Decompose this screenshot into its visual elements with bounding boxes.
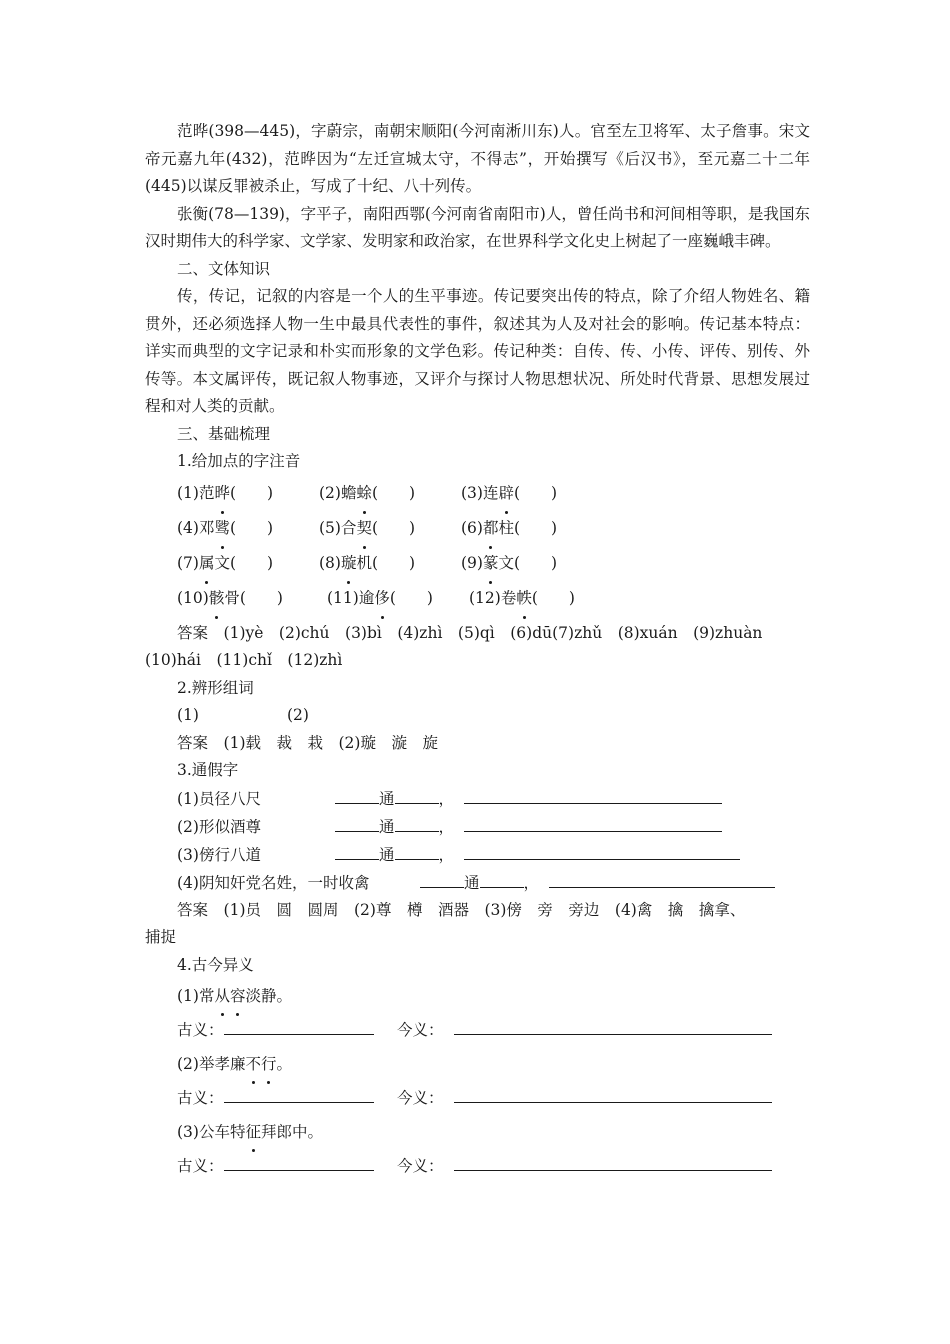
q3-fill-group <box>335 841 740 869</box>
q1-item-number: (8) <box>319 553 341 572</box>
q1-item-text-pre: 邓 <box>198 518 215 537</box>
q3-title: 3.通假字 <box>177 761 239 779</box>
q3-answer-line1 <box>145 897 810 925</box>
intro-fanye: 范晔(398—445)，字蔚宗，南朝宋顺阳(今河南淅川东)人。官至左卫将军、太子詹事。宋文帝元嘉九年(432)，范晔因为“左迁宣城太守，不得志”，开始撰写《后汉书》，至元嘉二十二年(445)以谋反罪被杀止，写成了十纪、八十列传。 <box>145 122 810 195</box>
q3-blank-original[interactable] <box>335 843 379 860</box>
q1-item-number: (5) <box>319 518 341 537</box>
q1-item-dotted-char: 晔 <box>214 476 230 511</box>
q1-item-number: (2) <box>319 483 341 502</box>
q1-answer-label: 答案 <box>177 623 209 642</box>
q3-separator: ， <box>438 789 455 808</box>
q1-item <box>461 476 557 511</box>
document-page <box>145 118 810 1183</box>
q4-gu-blank[interactable] <box>224 1086 374 1103</box>
q1-item-number: (6) <box>461 518 483 537</box>
q4-jin-label: 今义： <box>397 1157 444 1175</box>
q4-jin-group <box>397 1013 772 1047</box>
q3-tong-label: 通 <box>379 789 395 808</box>
q1-item-number: (9) <box>461 553 483 572</box>
q1-item <box>177 581 283 616</box>
q1-item-number: (11) <box>327 588 359 607</box>
q1-title: 1.给加点的字注音 <box>177 452 301 470</box>
q4-jin-label: 今义： <box>397 1089 444 1107</box>
q3-row <box>145 785 810 813</box>
q3-tong-label: 通 <box>464 873 480 892</box>
q1-item-text-pre: 范 <box>198 483 215 502</box>
q4-dotted-char: 行 <box>261 1047 277 1081</box>
q4-answer-row <box>145 1149 810 1183</box>
q3-blank-tongjia[interactable] <box>395 843 439 860</box>
q3-items <box>145 785 810 897</box>
q4-sentence <box>145 979 810 1013</box>
q1-item <box>461 511 557 546</box>
q4-text-pre: 举孝廉 <box>198 1055 246 1073</box>
q4-number: (3) <box>177 1123 199 1141</box>
q4-text-pre: 公车特 <box>198 1123 246 1141</box>
q1-item-dotted-char: 璇 <box>341 546 357 581</box>
q1-item <box>319 476 415 511</box>
q1-item-dotted-char: 侈 <box>374 581 390 616</box>
q3-phrase: (1)员径八尺 <box>177 789 261 808</box>
q1-item-number: (3) <box>461 483 483 502</box>
q1-item-text-post: 骨 <box>224 588 240 607</box>
q3-separator: ， <box>438 817 455 836</box>
q1-item-text-pre: 连 <box>482 483 499 502</box>
q3-blank-original[interactable] <box>420 871 464 888</box>
q2-blank1[interactable]: (1) <box>177 706 199 724</box>
q1-row <box>145 511 810 546</box>
q4-dotted-char: 不 <box>245 1047 261 1081</box>
q1-item-dotted-char: 辟 <box>498 476 514 511</box>
q1-item-answer-blank[interactable]: ( ) <box>230 553 274 572</box>
q1-item-text-post: 柱 <box>498 518 514 537</box>
q3-row <box>145 813 810 841</box>
q1-row <box>145 546 810 581</box>
q2-title: 2.辨形组词 <box>177 678 254 697</box>
q1-item-answer-blank[interactable]: ( ) <box>239 588 283 607</box>
intro-zhangheng: 张衡(78—139)，字平子，南阳西鄂(今河南省南阳市)人，曾任尚书和河间相等职，是我国东汉时期伟大的科学家、文学家、发明家和政治家，在世界科学文化史上树起了一座巍峨丰碑。 <box>145 204 810 250</box>
q1-item-answer-blank[interactable]: ( ) <box>389 588 433 607</box>
q4-dotted-word <box>214 987 245 1005</box>
q1-item-text-pre: 逾 <box>358 588 375 607</box>
q1-answer-line2: (10)hái (11)chǐ (12)zhì <box>145 651 343 669</box>
q1-item <box>177 476 273 511</box>
q1-item-text-pre: 卷 <box>500 588 517 607</box>
q4-items <box>145 979 810 1183</box>
q3-separator: ， <box>438 845 455 864</box>
q1-item-answer-blank[interactable]: ( ) <box>372 518 416 537</box>
q2-blank2[interactable]: (2) <box>287 706 309 724</box>
q2-answer <box>145 730 810 758</box>
q3-blank-original[interactable] <box>335 815 379 832</box>
q1-item-dotted-char: 属 <box>199 546 215 581</box>
q1-item <box>177 546 273 581</box>
q3-blank-tongjia[interactable] <box>395 787 439 804</box>
q1-item <box>469 581 575 616</box>
q3-row <box>145 841 810 869</box>
q4-gu-blank[interactable] <box>224 1018 374 1035</box>
q4-dotted-char: 容 <box>230 979 246 1013</box>
q3-blank-meaning[interactable] <box>464 843 740 860</box>
q1-item <box>319 546 415 581</box>
q1-item-answer-blank[interactable]: ( ) <box>230 483 274 502</box>
section3-title: 三、基础梳理 <box>177 424 271 443</box>
q3-phrase: (4)阴知奸党名姓，一时收禽 <box>177 873 370 892</box>
q4-number: (2) <box>177 1055 199 1073</box>
q1-item <box>177 511 273 546</box>
q1-item-dotted-char: 契 <box>356 511 372 546</box>
q3-tong-label: 通 <box>379 845 395 864</box>
q3-blank-meaning[interactable] <box>549 871 775 888</box>
q4-text-pre: 常 <box>198 987 215 1005</box>
q1-answer-text: (1)yè (2)chú (3)bì (4)zhì (5)qì (6)dū(7)zhǔ (8)xuán (9)zhuàn <box>223 623 763 642</box>
q4-sentence <box>145 1047 810 1081</box>
q1-item-answer-blank[interactable]: ( ) <box>514 483 558 502</box>
q4-dotted-word <box>245 1055 276 1073</box>
q1-item-number: (12) <box>469 588 501 607</box>
q4-gu-label: 古义： <box>177 1089 224 1107</box>
q3-tong-label: 通 <box>379 817 395 836</box>
q3-fill-group <box>335 813 722 841</box>
q3-row <box>145 869 810 897</box>
q3-blank-meaning[interactable] <box>464 815 722 832</box>
q1-item-number: (7) <box>177 553 199 572</box>
q3-fill-group <box>335 785 722 813</box>
q4-jin-label: 今义： <box>397 1021 444 1039</box>
q1-item-answer-blank[interactable]: ( ) <box>531 588 575 607</box>
q3-blank-tongjia[interactable] <box>395 815 439 832</box>
q1-item-number: (1) <box>177 483 199 502</box>
q4-gu-blank[interactable] <box>224 1154 374 1171</box>
q4-text-post: 淡静。 <box>245 987 293 1005</box>
q4-answer-row <box>145 1013 810 1047</box>
q4-sentence <box>145 1115 810 1149</box>
q4-text-post: 拜郎中。 <box>261 1123 324 1141</box>
q4-jin-blank[interactable] <box>454 1086 772 1103</box>
q1-item-dotted-char: 帙 <box>516 581 532 616</box>
q4-jin-blank[interactable] <box>454 1018 772 1035</box>
q1-item-answer-blank[interactable]: ( ) <box>372 553 416 572</box>
q1-row <box>145 581 810 616</box>
q4-dotted-char: 从 <box>214 979 230 1013</box>
q4-gu-label: 古义： <box>177 1157 224 1175</box>
q2-blanks <box>145 702 810 730</box>
q1-item-dotted-char: 骸 <box>209 581 225 616</box>
q1-item-number: (10) <box>177 588 209 607</box>
q4-dotted-char: 征 <box>245 1115 261 1149</box>
q3-phrase: (3)傍行八道 <box>177 845 261 864</box>
q1-item-text-post: 机 <box>356 553 372 572</box>
q4-number: (1) <box>177 987 199 1005</box>
q1-item-dotted-char: 都 <box>483 511 499 546</box>
q1-item-text-pre: 合 <box>340 518 357 537</box>
q3-answer-text: (1)员 圆 圆周 (2)尊 樽 酒器 (3)傍 旁 旁边 (4)禽 擒 擒拿、 <box>223 900 746 919</box>
q1-item-answer-blank[interactable]: ( ) <box>372 483 416 502</box>
q1-item-text-post: 文 <box>498 553 514 572</box>
q1-item <box>461 546 557 581</box>
q1-item-text-post: 文 <box>214 553 230 572</box>
q4-jin-group <box>397 1081 772 1115</box>
q1-item <box>327 581 433 616</box>
q1-row <box>145 476 810 511</box>
q1-item-dotted-char: 骘 <box>214 511 230 546</box>
q4-answer-row <box>145 1081 810 1115</box>
section2-body: 传，传记，记叙的内容是一个人的生平事迹。传记要突出传的特点，除了介绍人物姓名、籍贯外，还必须选择人物一生中最具代表性的事件，叙述其为人及对社会的影响。传记基本特点：详实而典型的文字记录和朴实而形象的文学色彩。传记种类：自传、传、小传、评传、别传、外传等。本文属评传，既记叙人物事迹，又评介与探讨人物思想状况、所处时代背景、思想发展过程和对人类的贡献。 <box>145 287 810 415</box>
q1-items <box>145 476 810 616</box>
q1-item-answer-blank[interactable]: ( ) <box>514 553 558 572</box>
q3-fill-group <box>420 869 775 897</box>
q3-answer-line2: 捕捉 <box>145 928 177 946</box>
q2-answer-text: (1)载 裁 栽 (2)璇 漩 旋 <box>223 733 438 752</box>
q1-item-text-pre: 蟾 <box>340 483 357 502</box>
q1-item-dotted-char: 蜍 <box>356 476 372 511</box>
q3-blank-tongjia[interactable] <box>480 871 524 888</box>
q3-blank-meaning[interactable] <box>464 787 722 804</box>
q1-item-number: (4) <box>177 518 199 537</box>
q2-answer-label: 答案 <box>177 733 209 752</box>
q4-title: 4.古今异义 <box>177 955 254 974</box>
q4-dotted-word <box>245 1123 261 1141</box>
q3-answer-label: 答案 <box>177 900 209 919</box>
q1-item-dotted-char: 篆 <box>483 546 499 581</box>
q1-item-answer-blank[interactable]: ( ) <box>514 518 558 537</box>
q4-text-post: 。 <box>276 1055 293 1073</box>
q4-gu-label: 古义： <box>177 1021 224 1039</box>
q1-item <box>319 511 415 546</box>
q3-blank-original[interactable] <box>335 787 379 804</box>
q4-jin-blank[interactable] <box>454 1154 772 1171</box>
q3-separator: ， <box>523 873 540 892</box>
section2-title: 二、文体知识 <box>177 259 271 278</box>
q4-jin-group <box>397 1149 772 1183</box>
q3-phrase: (2)形似酒尊 <box>177 817 261 836</box>
q1-answer-line1 <box>145 616 810 648</box>
q1-item-answer-blank[interactable]: ( ) <box>230 518 274 537</box>
